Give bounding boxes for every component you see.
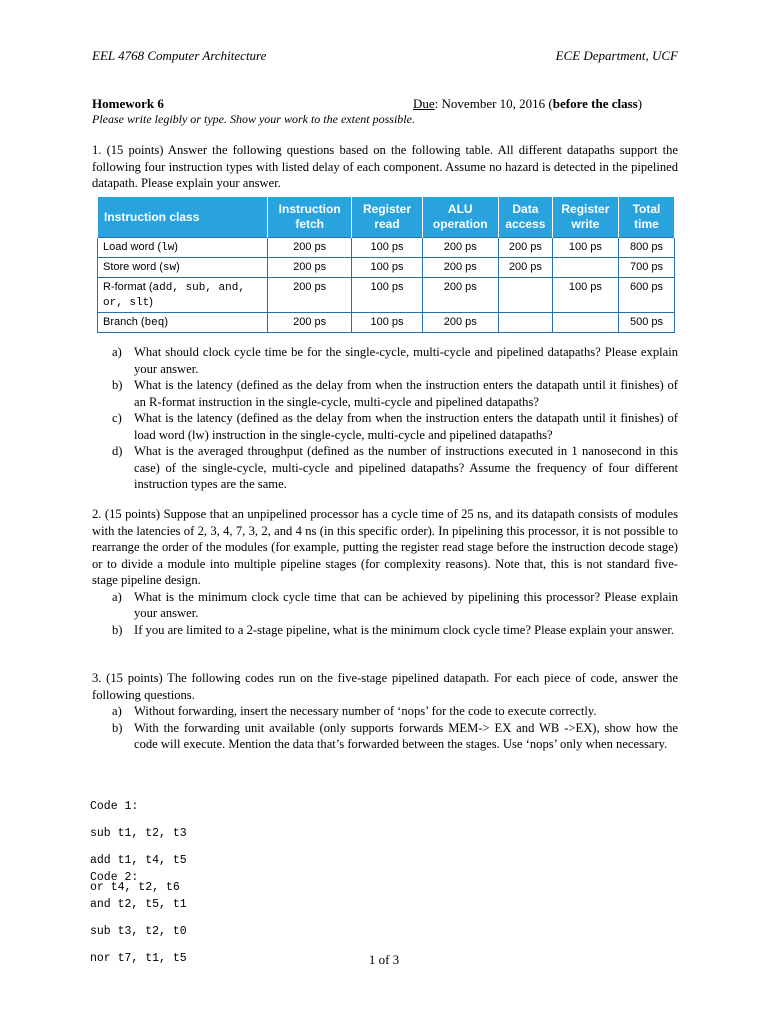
part-label: b) xyxy=(112,378,123,392)
table-row xyxy=(98,278,675,313)
table-row xyxy=(98,313,675,333)
part-text: What should clock cycle time be for the single-cycle, multi-cycle and pipelined datapaths? Please explain your answer. xyxy=(134,345,678,376)
table-cell: 200 ps xyxy=(267,238,351,258)
due-separator: : xyxy=(434,96,439,111)
table-cell: 200 ps xyxy=(267,278,351,313)
part-label: b) xyxy=(112,720,123,735)
table-cell xyxy=(498,313,552,333)
table-header: Instruction class xyxy=(98,197,268,238)
list-item xyxy=(92,377,678,410)
table-cell: 600 ps xyxy=(618,278,674,313)
table-header: Register read xyxy=(352,197,422,238)
code-line: or t4, t2, t6 xyxy=(90,880,180,894)
part-label: d) xyxy=(112,444,123,458)
part-text: What is the latency (defined as the delay from when the instruction enters the datapath until it finishes) of an R-format instruction in the single-cycle, multi-cycle and pipelined datapaths? xyxy=(134,378,678,409)
part-text: With the forwarding unit available (only supports forwards MEM-> EX and WB ->EX), show how the code will execute. Mention the data that’s forwarded between the stages. Use ‘nops’ only when necessary. xyxy=(134,720,678,751)
department-label: ECE Department, UCF xyxy=(555,48,678,63)
table-cell xyxy=(552,313,618,333)
part-text: What is the latency (defined as the delay from when the instruction enters the datapath until it finishes) of load word (lw) instruction in the single-cycle, multi-cycle and pipelined datapaths? xyxy=(134,411,678,442)
class-name: Store word ( xyxy=(103,261,163,273)
table-cell: 100 ps xyxy=(352,258,422,278)
question-1-parts xyxy=(92,344,678,493)
code-line: and t2, t5, t1 xyxy=(90,897,187,911)
part-label: a) xyxy=(112,704,122,718)
table-cell: 800 ps xyxy=(618,238,674,258)
due-close: ) xyxy=(637,96,643,111)
code-line: sub t3, t2, t0 xyxy=(90,924,187,938)
question-2 xyxy=(92,506,678,638)
table-cell: 200 ps xyxy=(422,258,498,278)
instructions-note: Please write legibly or type. Show your work to the extent possible. xyxy=(92,112,415,126)
part-label: b) xyxy=(112,622,123,637)
due-emphasis: before the class xyxy=(552,96,638,111)
table-cell: 700 ps xyxy=(618,258,674,278)
class-name: Load word ( xyxy=(103,241,162,253)
part-label: a) xyxy=(112,345,122,359)
class-code: lw xyxy=(161,242,175,254)
instruction-class-cell xyxy=(98,258,268,278)
table-header: Data access xyxy=(498,197,552,238)
course-title: EEL 4768 Computer Architecture xyxy=(92,48,267,63)
class-name: R-format ( xyxy=(103,281,153,293)
code-title: Code 1: xyxy=(90,799,139,813)
table-cell: 100 ps xyxy=(352,238,422,258)
class-close: ) xyxy=(149,296,153,308)
part-text: What is the averaged throughput (defined as the number of instructions executed in 1 nanosecond in this case) of the single-cycle, multi-cycle and pipelined datapaths? Assume the frequency of four different instruction types are the same. xyxy=(134,444,678,491)
question-1-text: 1. (15 points) Answer the following questions based on the following table. All different datapaths support the following four instruction types with listed delay of each component. Assume no hazard is detected in the pipelined datapath. Please explain your answer. xyxy=(92,143,678,190)
code-line: add t1, t4, t5 xyxy=(90,853,187,867)
table-cell: 200 ps xyxy=(422,238,498,258)
instruction-class-cell xyxy=(98,278,268,313)
table-header: Instruction fetch xyxy=(267,197,351,238)
table-cell: 200 ps xyxy=(422,313,498,333)
question-1-intro xyxy=(92,142,678,192)
table-cell: 200 ps xyxy=(422,278,498,313)
list-item xyxy=(92,703,678,720)
list-item xyxy=(92,344,678,377)
class-close: ) xyxy=(164,316,169,328)
datapath-delay-table xyxy=(97,197,675,333)
class-close: ) xyxy=(174,241,178,253)
class-code: beq xyxy=(144,317,165,329)
question-1-part-list xyxy=(92,344,678,493)
instruction-class-cell xyxy=(98,313,268,333)
question-2-part-list xyxy=(92,589,678,639)
table-header: Total time xyxy=(618,197,674,238)
class-code: sw xyxy=(162,262,177,274)
list-item xyxy=(92,720,678,753)
table-header: ALU operation xyxy=(422,197,498,238)
question-2-text: 2. (15 points) Suppose that an unpipelined processor has a cycle time of 25 ns, and its datapath consists of modules with the latencies of 2, 3, 4, 7, 3, 2, and 4 ns (in this specific order). In pipelining this processor, it is not possible to rearrange the order of the modules (for example, putting the register read stage before the instruction decode stage) or to divide a module into multiple pipeline stages (for complexity reasons). Note that, this is not standard five-stage pipeline design. xyxy=(92,507,678,587)
class-close: ) xyxy=(176,261,180,273)
table-row xyxy=(98,258,675,278)
due-label: Due xyxy=(413,96,435,111)
code-line: sub t1, t2, t3 xyxy=(90,826,187,840)
table-row xyxy=(98,238,675,258)
table-cell: 200 ps xyxy=(267,313,351,333)
instruction-class-cell xyxy=(98,238,268,258)
table-cell: 500 ps xyxy=(618,313,674,333)
table-cell: 100 ps xyxy=(552,238,618,258)
part-label: c) xyxy=(112,411,122,425)
part-label: a) xyxy=(112,589,122,604)
list-item xyxy=(92,622,678,639)
table-cell: 200 ps xyxy=(498,238,552,258)
table-header-row xyxy=(98,197,675,238)
homework-title: Homework 6 xyxy=(92,96,164,111)
question-3-part-list xyxy=(92,703,678,753)
list-item xyxy=(92,589,678,622)
code-line: nor t7, t1, t5 xyxy=(90,951,187,965)
table-cell: 100 ps xyxy=(352,278,422,313)
table-cell xyxy=(552,258,618,278)
table-cell: 100 ps xyxy=(352,313,422,333)
table-cell xyxy=(498,278,552,313)
table-header: Register write xyxy=(552,197,618,238)
due-date xyxy=(413,96,642,112)
part-text: If you are limited to a 2-stage pipeline, what is the minimum clock cycle time? Please explain your answer. xyxy=(134,622,674,637)
list-item xyxy=(92,410,678,443)
class-name: Branch ( xyxy=(103,316,145,328)
table-cell: 100 ps xyxy=(552,278,618,313)
due-date-text: November 10, 2016 ( xyxy=(438,96,553,111)
table-cell: 200 ps xyxy=(498,258,552,278)
question-3-text: 3. (15 points) The following codes run on the five-stage pipelined datapath. For each piece of code, answer the following questions. xyxy=(92,671,678,702)
page-number: 1 of 3 xyxy=(368,952,400,967)
question-3 xyxy=(92,670,678,753)
table-cell: 200 ps xyxy=(267,258,351,278)
class-code: add, sub, and, or, slt xyxy=(103,282,245,309)
code-title: Code 2: xyxy=(90,870,139,884)
part-text: Without forwarding, insert the necessary number of ‘nops’ for the code to execute correctly. xyxy=(134,704,597,718)
list-item xyxy=(92,443,678,493)
part-text: What is the minimum clock cycle time that can be achieved by pipelining this processor? Please explain your answer. xyxy=(134,589,678,620)
